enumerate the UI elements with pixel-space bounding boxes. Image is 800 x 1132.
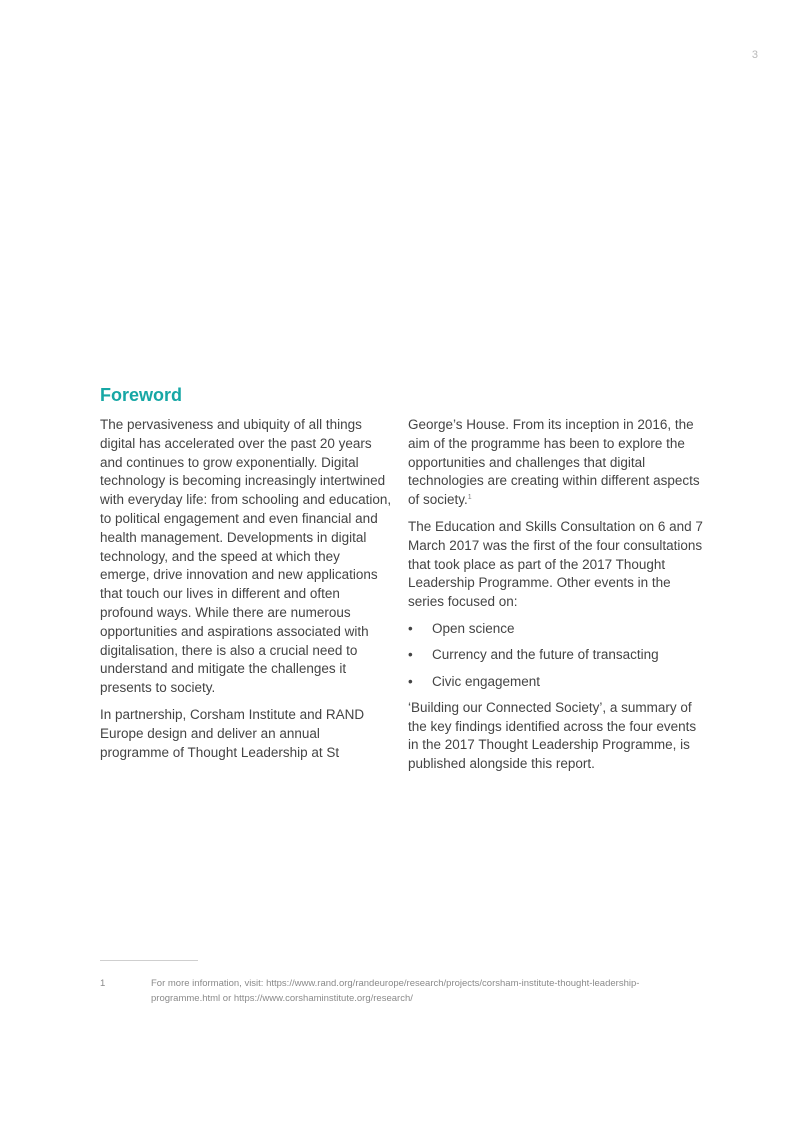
events-list	[408, 620, 706, 691]
list-item-text: Civic engagement	[432, 673, 541, 689]
footnote-divider	[100, 960, 198, 961]
page-number: 3	[751, 49, 758, 61]
programme-paragraph-text: George’s House. From its inception in 2016, the aim of the programme has been to explore the opportunities and challenges that digital technologies are creating within different aspects of society.	[408, 417, 700, 508]
programme-paragraph	[408, 416, 706, 510]
partnership-paragraph: In partnership, Corsham Institute and RAND Europe design and deliver an annual programme of Thought Leadership at St	[100, 706, 365, 760]
summary-paragraph: ‘Building our Connected Society’, a summary of the key findings identified across the four events in the 2017 Thought Leadership Programme, is published alongside this report.	[408, 699, 697, 772]
bullet-marker: •	[408, 647, 413, 663]
list-item	[408, 620, 706, 639]
intro-paragraph: The pervasiveness and ubiquity of all things digital has accelerated over the past 20 years and continues to grow exponentially. Digital technology is becoming increasingly intertwined with everyday life: from schooling and education, to political engagement and even financial and health management. Developments in digital technology, and the speed at which they emerge, drive innovation and new applications that touch our lives in different and often profound ways. While there are numerous opportunities and aspirations associated with digitalisation, there is also a crucial need to understand and mitigate the challenges it presents to society.	[100, 417, 392, 696]
section-heading: Foreword	[100, 385, 183, 405]
consultation-paragraph: The Education and Skills Consultation on 6 and 7 March 2017 was the first of the four consultations that took place as part of the 2017 Thought Leadership Programme. Other events in the series focused on:	[408, 518, 703, 610]
left-column	[100, 416, 392, 770]
bullet-marker: •	[408, 620, 413, 636]
footnote-reference: 1	[467, 494, 472, 502]
bullet-marker: •	[408, 673, 413, 689]
list-item-text: Open science	[432, 620, 515, 636]
right-column	[408, 416, 706, 782]
footnote-number: 1	[100, 978, 106, 989]
list-item	[408, 673, 706, 692]
list-item	[408, 646, 706, 665]
footnote-text: For more information, visit: https://www.rand.org/randeurope/research/projects/corsham-institute-thought-leadership-programme.html or https://www.corshaminstitute.org/research/	[151, 978, 640, 1004]
list-item-text: Currency and the future of transacting	[432, 647, 659, 663]
